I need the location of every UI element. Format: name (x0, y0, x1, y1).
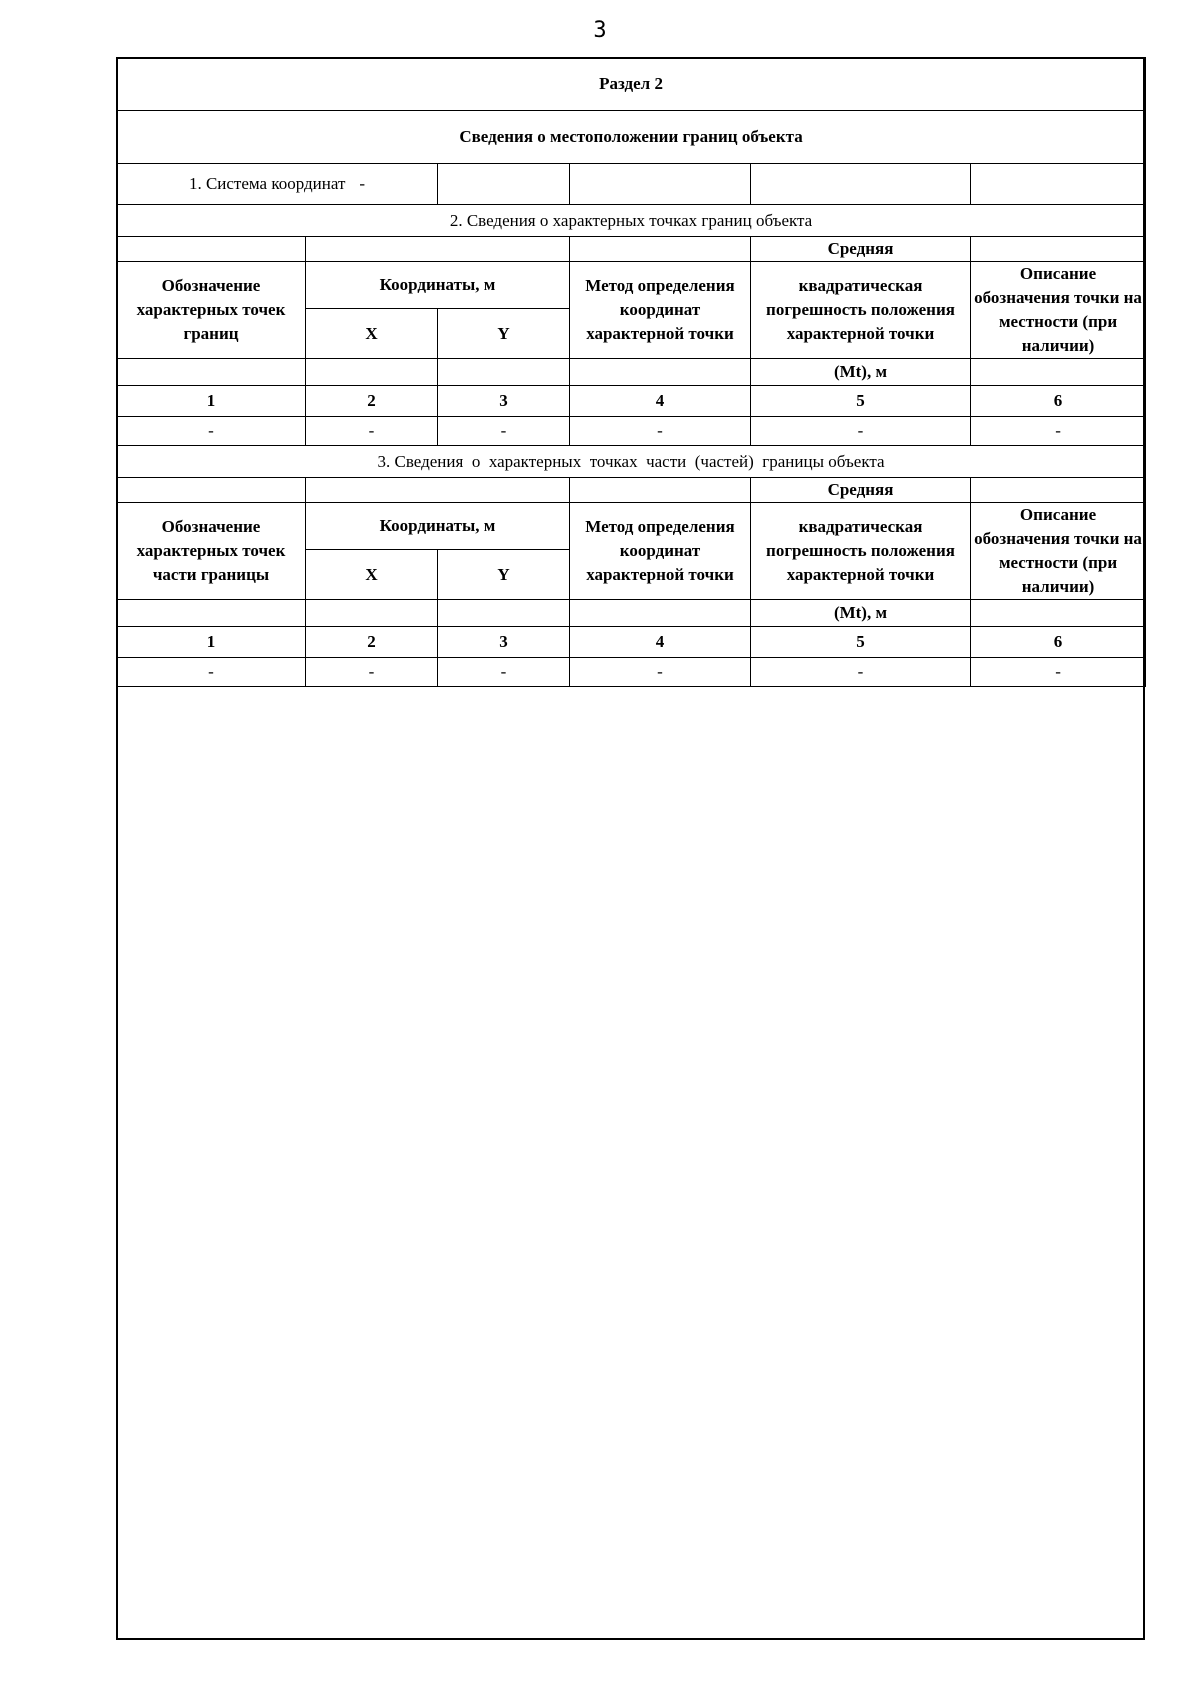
column-number: 3 (438, 386, 570, 417)
table3-header-spacer (570, 600, 751, 627)
column-number: 2 (306, 386, 438, 417)
table3-heading: 3. Сведения о характерных точках части (частей) границы объекта (117, 446, 1146, 478)
table2-col-description: Описание обозначения точки на местности (при наличии) (971, 262, 1146, 359)
table2-col5-unit: (Mt), м (751, 359, 971, 386)
table3-header-spacer (117, 600, 306, 627)
table2-header-spacer (306, 359, 438, 386)
table2-header-spacer (438, 359, 570, 386)
table-row (117, 417, 1146, 446)
page-number: 3 (593, 18, 607, 43)
coord-system-label: 1. Система координат (188, 174, 346, 193)
table3-header-spacer (971, 600, 1146, 627)
column-number: 1 (117, 627, 306, 658)
table3-col-x: X (306, 550, 438, 600)
table3-col5-top: Средняя (751, 478, 971, 503)
table2-header-spacer (570, 359, 751, 386)
table3-header-spacer (438, 600, 570, 627)
coord-system-empty-cell (751, 164, 971, 205)
table-cell: - (570, 658, 751, 687)
table3-header-spacer (570, 478, 751, 503)
coord-system-cell (117, 164, 438, 205)
table2-header-spacer (971, 359, 1146, 386)
table2-heading: 2. Сведения о характерных точках границ объекта (117, 205, 1146, 237)
coord-system-value: - (359, 174, 366, 193)
section-title: Раздел 2 (117, 58, 1146, 111)
table2-col-coords: Координаты, м (306, 262, 570, 309)
column-number: 2 (306, 627, 438, 658)
section-subtitle: Сведения о местоположении границ объекта (117, 111, 1146, 164)
table3-col-y: Y (438, 550, 570, 600)
table2-header-spacer (117, 237, 306, 262)
table3-col-method: Метод определения координат характерной точки (570, 503, 751, 600)
table2-header-spacer (971, 237, 1146, 262)
coord-system-empty-cell (971, 164, 1146, 205)
boundary-info-table (116, 57, 1146, 687)
table3-col-coords: Координаты, м (306, 503, 570, 550)
table-cell: - (438, 417, 570, 446)
table3-header-spacer (306, 600, 438, 627)
table3-header-spacer (117, 478, 306, 503)
table2-col-method: Метод определения координат характерной точки (570, 262, 751, 359)
table-cell: - (306, 658, 438, 687)
table-cell: - (971, 417, 1146, 446)
column-number: 4 (570, 627, 751, 658)
table3-col-designation: Обозначение характерных точек части границы (117, 503, 306, 600)
table-cell: - (117, 658, 306, 687)
column-number: 3 (438, 627, 570, 658)
column-number: 6 (971, 386, 1146, 417)
column-number: 5 (751, 627, 971, 658)
table2-header-spacer (306, 237, 570, 262)
column-number: 5 (751, 386, 971, 417)
table-cell: - (117, 417, 306, 446)
table3-col5-unit: (Mt), м (751, 600, 971, 627)
table3-col-error: квадратическая погрешность положения характерной точки (751, 503, 971, 600)
table-cell: - (306, 417, 438, 446)
column-number: 4 (570, 386, 751, 417)
table3-header-spacer (306, 478, 570, 503)
table-cell: - (751, 658, 971, 687)
table2-col-x: X (306, 309, 438, 359)
coord-system-empty-cell (438, 164, 570, 205)
table2-col-y: Y (438, 309, 570, 359)
table2-col5-top: Средняя (751, 237, 971, 262)
table2-number-row (117, 386, 1146, 417)
table2-header-spacer (117, 359, 306, 386)
table2-col-designation: Обозначение характерных точек границ (117, 262, 306, 359)
table-cell: - (438, 658, 570, 687)
table3-header-spacer (971, 478, 1146, 503)
table2-col-error: квадратическая погрешность положения характерной точки (751, 262, 971, 359)
table-row (117, 658, 1146, 687)
column-number: 6 (971, 627, 1146, 658)
table3-col-description: Описание обозначения точки на местности (при наличии) (971, 503, 1146, 600)
table3-number-row (117, 627, 1146, 658)
column-number: 1 (117, 386, 306, 417)
coord-system-empty-cell (570, 164, 751, 205)
table-cell: - (971, 658, 1146, 687)
table-cell: - (751, 417, 971, 446)
table-cell: - (570, 417, 751, 446)
table2-header-spacer (570, 237, 751, 262)
